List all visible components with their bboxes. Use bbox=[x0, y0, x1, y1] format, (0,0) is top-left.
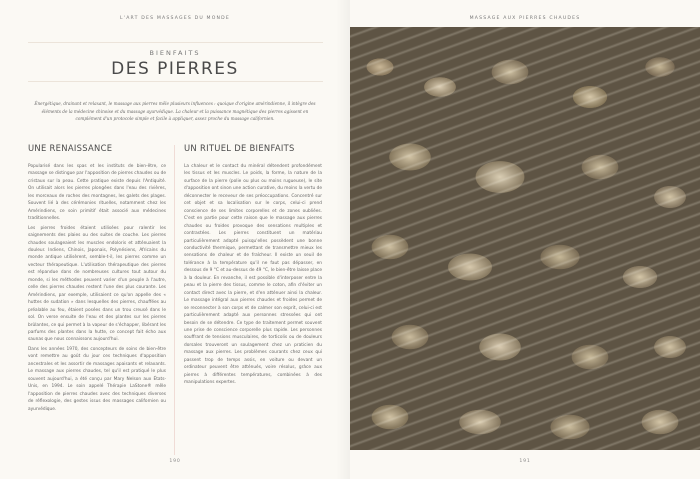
column-heading: UNE RENAISSANCE bbox=[28, 143, 113, 153]
body-paragraph: Dans les années 1970, des concepteurs de soins de bien-être vont remettre au goût du jour ces techniques d'apposition ancestrales et les assortir de massages apaisants et relaxants. Le massage aux pierres chaudes, tel qu'il est pratiqué le plus souvent aujourd'hui, a été conçu par Mary Nelson aux États-Unis, en 1994. Le soin appelé Thérapie LaStone® mêle l'apposition de pierres chaudes avec des techniques diverses de réflexologie, des gestes issus des massages californien ou ayurvédique. bbox=[28, 346, 166, 412]
page-number-right: 191 bbox=[519, 459, 531, 464]
column-heading: UN RITUEL DE BIENFAITS bbox=[184, 143, 295, 153]
body-paragraph: Popularisé dans les spas et les instituts de bien-être, ce massage se distingue par l'apposition de pierres chaudes ou de cristaux sur la peau. Cette pratique existe depuis l'Antiquité. On utilisait alors les pierres plongées dans l'eau des rivières, les morceaux de roches des montagnes, les galets des plages. Souvent lié à des cérémonies rituelles, notamment chez les Amérindiens, ce soin primitif était associé aux médecines traditionnelles. bbox=[28, 164, 166, 222]
section-kicker: BIENFAITS bbox=[149, 49, 201, 57]
column-rituel bbox=[184, 143, 322, 389]
column-renaissance bbox=[28, 143, 166, 415]
running-head-right: MASSAGE AUX PIERRES CHAUDES bbox=[469, 16, 581, 21]
column-divider bbox=[174, 145, 175, 455]
page-title: DES PIERRES bbox=[111, 59, 239, 79]
river-stones-photo bbox=[350, 27, 700, 450]
body-paragraph: La chaleur et le contact du minéral détendent profondément les tissus et les muscles. Le poids, la forme, la nature de la surface de la pierre (polie ou plus ou moins rugueuse), le site d'apposition ont sinon une action curative, du moins la vertu de déconnecter le receveur de ses préoccupations. Concentré sur cet objet et sa localisation sur le corps, celui-ci prend conscience de ses limites corporelles et de zones oubliées. C'est en partie pour cette raison que le massage aux pierres chaudes ou froides provoque des sensations multiples et contrastées. Les pierres constituent un matériau particulièrement adapté puisqu'elles possèdent une bonne conductivité thermique, permettant de transmettre mieux les sensations de chaleur et de fraîcheur. Il existe un seuil de tolérance à la température qu'il ne faut pas dépasser, en dessous de 9 °C et au-dessus de 49 °C, le bien-être laisse place à la douleur. En revanche, il est possible d'interposer entre la peau et la pierre des tissus, comme le coton, afin d'éviter un contact direct avec la pierre, et d'en atténuer ainsi la chaleur. Le massage intégral aux pierres chaudes et froides permet de se reconnecter à son corps et de calmer son esprit, celui-ci est particulièrement adapté aux personnes stressées qui ont besoin de se détendre. Ce type de traitement permet souvent une prise de conscience corporelle plus rapide. Les personnes souffrant de tensions musculaires, de torticolis ou de douleurs dorsales trouveront un soulagement chez un praticien du massage aux pierres. Les problèmes courants chez ceux qui passent trop de temps assis, en voiture ou devant un ordinateur peuvent être atténués, voire résolus, grâce aux pierres à différentes températures, combinées à des manipulations expertes. bbox=[184, 164, 322, 386]
title-rule-bottom bbox=[28, 81, 323, 82]
right-page bbox=[350, 0, 700, 479]
gutter-shadow bbox=[336, 0, 350, 479]
body-paragraph: Les pierres froides étaient utilisées pour ralentir les saignements des plaies ou des suites de couche. Les pierres chaudes soulageaient les muscles endoloris et atténuaient la douleur. Indiens, Chinois, Japonais, Polynésiens, Africains du monde antique utilisèrent, semble-t-il, les pierres comme un vecteur thérapeutique. L'utilisation thérapeutique des pierres est répandue dans de nombreuses cultures tout autour du monde, si les méthodes peuvent varier d'un peuple à l'autre, celle des pierres chaudes restent l'une des plus courante. Les Amérindiens, par exemple, utilisaient ce qu'on appelle des « huttes de sudation » dans lesquelles des pierres, chauffées au préalable au feu, étaient posées dans un trou creusé dans le sol. On verse ensuite de l'eau et des plantes sur les pierres brûlantes, ce qui permet à la vapeur de s'échapper, libérant les parfums des plantes dans la hutte, ce concept fait écho aux saunas que nous connaissons aujourd'hui. bbox=[28, 225, 166, 343]
page-number-left: 190 bbox=[169, 459, 181, 464]
intro-paragraph: Énergétique, drainant et relaxant, le massage aux pierres mêle plusieurs influences : quoique d'origine amérindienne, il intègre des éléments de la médecine chinoise et du massage ayurvédique. La chaleur et la puissance magnétique des pierres agissent en complément d'un protocole simple et facile à appliquer, assez proche du massage californien. bbox=[34, 101, 316, 122]
title-rule-top bbox=[28, 42, 323, 43]
running-head-left: L'ART DES MASSAGES DU MONDE bbox=[119, 16, 231, 21]
